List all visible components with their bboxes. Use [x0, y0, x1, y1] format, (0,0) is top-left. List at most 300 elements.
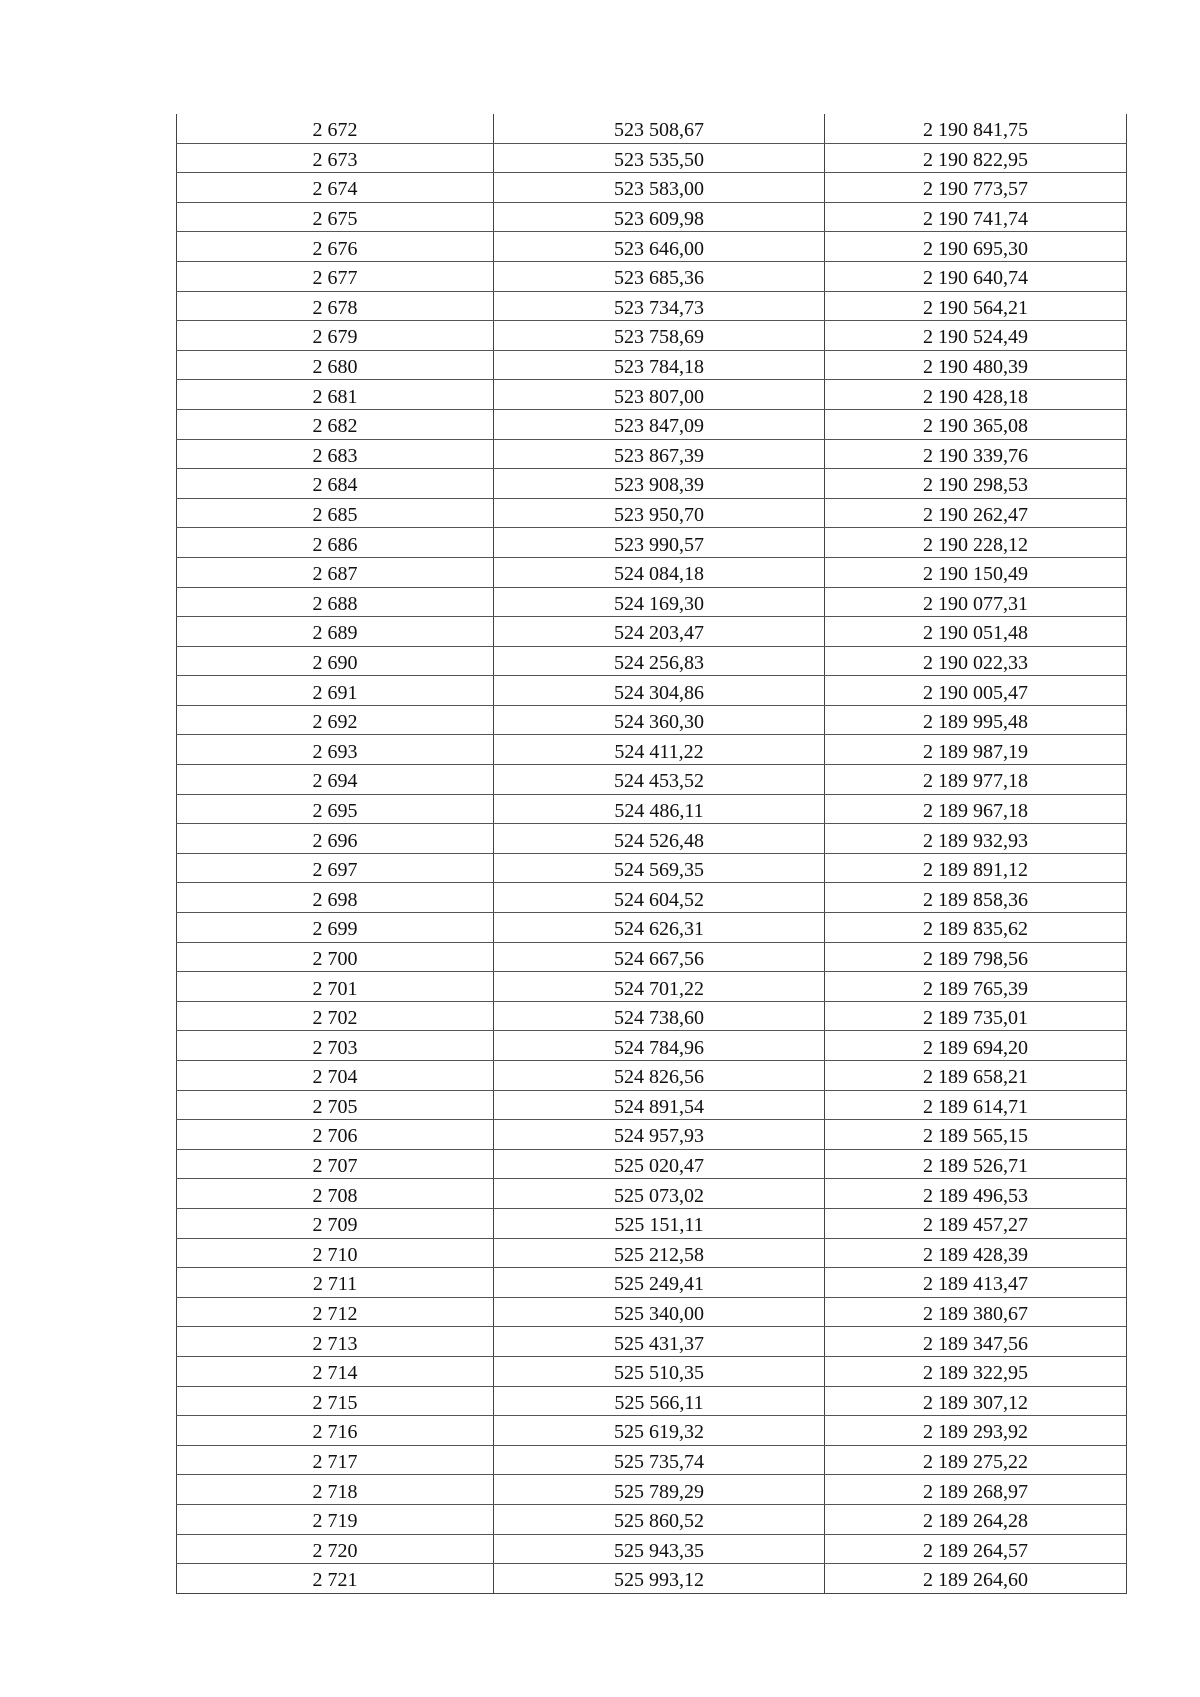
- x-coordinate-cell: [494, 1297, 825, 1327]
- cell-text: 2 701: [312, 977, 358, 1000]
- cell-text: 2 189 932,93: [923, 829, 1028, 852]
- table-row: [177, 321, 1127, 351]
- point-number-cell: [177, 1179, 494, 1209]
- x-coordinate-cell: [494, 1475, 825, 1505]
- cell-text: 2 705: [312, 1095, 358, 1118]
- coordinates-table: [176, 114, 1127, 1594]
- table-row: [177, 1504, 1127, 1534]
- x-coordinate-cell: [494, 291, 825, 321]
- y-coordinate-cell: [825, 143, 1127, 173]
- y-coordinate-cell: [825, 202, 1127, 232]
- cell-text: 2 190 428,18: [923, 385, 1028, 408]
- x-coordinate-cell: [494, 528, 825, 558]
- x-coordinate-cell: [494, 350, 825, 380]
- point-number-cell: [177, 498, 494, 528]
- table-row: [177, 1386, 1127, 1416]
- x-coordinate-cell: [494, 114, 825, 143]
- cell-text: 525 020,47: [614, 1155, 704, 1178]
- x-coordinate-cell: [494, 380, 825, 410]
- cell-text: 2 189 264,60: [923, 1569, 1028, 1592]
- cell-text: 2 189 967,18: [923, 799, 1028, 822]
- point-number-cell: [177, 853, 494, 883]
- point-number-cell: [177, 1534, 494, 1564]
- x-coordinate-cell: [494, 853, 825, 883]
- point-number-cell: [177, 1297, 494, 1327]
- table-row: [177, 1356, 1127, 1386]
- cell-text: 2 687: [312, 563, 358, 586]
- point-number-cell: [177, 794, 494, 824]
- cell-text: 2 720: [312, 1539, 358, 1562]
- cell-text: 524 701,22: [614, 977, 704, 1000]
- table-row: [177, 913, 1127, 943]
- y-coordinate-cell: [825, 676, 1127, 706]
- cell-text: 2 691: [312, 681, 358, 704]
- cell-text: 2 721: [312, 1569, 358, 1592]
- cell-text: 2 692: [312, 711, 358, 734]
- point-number-cell: [177, 1208, 494, 1238]
- y-coordinate-cell: [825, 765, 1127, 795]
- cell-text: 2 190 741,74: [923, 208, 1028, 231]
- point-number-cell: [177, 469, 494, 499]
- table-row: [177, 1268, 1127, 1298]
- y-coordinate-cell: [825, 617, 1127, 647]
- y-coordinate-cell: [825, 794, 1127, 824]
- table-row: [177, 1061, 1127, 1091]
- point-number-cell: [177, 261, 494, 291]
- x-coordinate-cell: [494, 705, 825, 735]
- x-coordinate-cell: [494, 1238, 825, 1268]
- cell-text: 2 190 841,75: [923, 119, 1028, 142]
- table-row: [177, 350, 1127, 380]
- cell-text: 2 719: [312, 1510, 358, 1533]
- cell-text: 2 715: [312, 1391, 358, 1414]
- cell-text: 2 706: [312, 1125, 358, 1148]
- cell-text: 525 340,00: [614, 1303, 704, 1326]
- x-coordinate-cell: [494, 1208, 825, 1238]
- cell-text: 2 190 005,47: [923, 681, 1028, 704]
- cell-text: 523 508,67: [614, 119, 704, 142]
- table-row: [177, 587, 1127, 617]
- cell-text: 525 073,02: [614, 1184, 704, 1207]
- cell-text: 2 686: [312, 533, 358, 556]
- cell-text: 525 789,29: [614, 1480, 704, 1503]
- cell-text: 2 674: [312, 178, 358, 201]
- point-number-cell: [177, 202, 494, 232]
- point-number-cell: [177, 114, 494, 143]
- table-row: [177, 114, 1127, 143]
- cell-text: 524 256,83: [614, 651, 704, 674]
- table-row: [177, 232, 1127, 262]
- cell-text: 2 190 262,47: [923, 504, 1028, 527]
- y-coordinate-cell: [825, 1208, 1127, 1238]
- x-coordinate-cell: [494, 587, 825, 617]
- cell-text: 2 673: [312, 148, 358, 171]
- cell-text: 525 566,11: [614, 1391, 704, 1414]
- point-number-cell: [177, 765, 494, 795]
- y-coordinate-cell: [825, 232, 1127, 262]
- cell-text: 525 431,37: [614, 1332, 704, 1355]
- table-row: [177, 380, 1127, 410]
- y-coordinate-cell: [825, 498, 1127, 528]
- cell-text: 2 693: [312, 740, 358, 763]
- table-row: [177, 1149, 1127, 1179]
- table-row: [177, 765, 1127, 795]
- point-number-cell: [177, 972, 494, 1002]
- cell-text: 523 950,70: [614, 504, 704, 527]
- x-coordinate-cell: [494, 469, 825, 499]
- cell-text: 523 646,00: [614, 237, 704, 260]
- y-coordinate-cell: [825, 646, 1127, 676]
- cell-text: 2 189 858,36: [923, 888, 1028, 911]
- cell-text: 2 190 524,49: [923, 326, 1028, 349]
- y-coordinate-cell: [825, 1445, 1127, 1475]
- cell-text: 523 807,00: [614, 385, 704, 408]
- cell-text: 524 604,52: [614, 888, 704, 911]
- x-coordinate-cell: [494, 735, 825, 765]
- y-coordinate-cell: [825, 972, 1127, 1002]
- y-coordinate-cell: [825, 1031, 1127, 1061]
- cell-text: 2 682: [312, 415, 358, 438]
- cell-text: 2 189 457,27: [923, 1214, 1028, 1237]
- cell-text: 2 713: [312, 1332, 358, 1355]
- point-number-cell: [177, 587, 494, 617]
- x-coordinate-cell: [494, 1416, 825, 1446]
- cell-text: 524 667,56: [614, 947, 704, 970]
- cell-text: 2 712: [312, 1303, 358, 1326]
- y-coordinate-cell: [825, 1090, 1127, 1120]
- x-coordinate-cell: [494, 439, 825, 469]
- cell-text: 523 908,39: [614, 474, 704, 497]
- y-coordinate-cell: [825, 469, 1127, 499]
- y-coordinate-cell: [825, 1149, 1127, 1179]
- x-coordinate-cell: [494, 557, 825, 587]
- x-coordinate-cell: [494, 1031, 825, 1061]
- point-number-cell: [177, 1386, 494, 1416]
- point-number-cell: [177, 291, 494, 321]
- point-number-cell: [177, 1475, 494, 1505]
- y-coordinate-cell: [825, 883, 1127, 913]
- x-coordinate-cell: [494, 1445, 825, 1475]
- y-coordinate-cell: [825, 114, 1127, 143]
- x-coordinate-cell: [494, 261, 825, 291]
- cell-text: 2 697: [312, 859, 358, 882]
- table-row: [177, 498, 1127, 528]
- cell-text: 2 703: [312, 1036, 358, 1059]
- point-number-cell: [177, 143, 494, 173]
- table-row: [177, 202, 1127, 232]
- table-row: [177, 1238, 1127, 1268]
- cell-text: 523 784,18: [614, 356, 704, 379]
- cell-text: 523 583,00: [614, 178, 704, 201]
- cell-text: 2 684: [312, 474, 358, 497]
- cell-text: 524 738,60: [614, 1007, 704, 1030]
- table-row: [177, 469, 1127, 499]
- y-coordinate-cell: [825, 557, 1127, 587]
- cell-text: 2 680: [312, 356, 358, 379]
- cell-text: 2 189 694,20: [923, 1036, 1028, 1059]
- x-coordinate-cell: [494, 1504, 825, 1534]
- table-row: [177, 1327, 1127, 1357]
- x-coordinate-cell: [494, 1149, 825, 1179]
- y-coordinate-cell: [825, 1356, 1127, 1386]
- cell-text: 2 189 526,71: [923, 1155, 1028, 1178]
- y-coordinate-cell: [825, 1238, 1127, 1268]
- point-number-cell: [177, 1120, 494, 1150]
- table-row: [177, 143, 1127, 173]
- cell-text: 524 360,30: [614, 711, 704, 734]
- cell-text: 524 203,47: [614, 622, 704, 645]
- cell-text: 2 694: [312, 770, 358, 793]
- y-coordinate-cell: [825, 321, 1127, 351]
- cell-text: 2 714: [312, 1362, 358, 1385]
- table-row: [177, 1297, 1127, 1327]
- cell-text: 523 609,98: [614, 208, 704, 231]
- point-number-cell: [177, 1504, 494, 1534]
- cell-text: 2 189 347,56: [923, 1332, 1028, 1355]
- cell-text: 2 716: [312, 1421, 358, 1444]
- cell-text: 2 679: [312, 326, 358, 349]
- cell-text: 2 190 150,49: [923, 563, 1028, 586]
- table-row: [177, 439, 1127, 469]
- y-coordinate-cell: [825, 173, 1127, 203]
- table-row: [177, 1416, 1127, 1446]
- table-row: [177, 261, 1127, 291]
- cell-text: 524 084,18: [614, 563, 704, 586]
- cell-text: 2 678: [312, 296, 358, 319]
- cell-text: 524 526,48: [614, 829, 704, 852]
- table-row: [177, 883, 1127, 913]
- point-number-cell: [177, 1445, 494, 1475]
- cell-text: 2 675: [312, 208, 358, 231]
- point-number-cell: [177, 1327, 494, 1357]
- cell-text: 2 695: [312, 799, 358, 822]
- cell-text: 525 860,52: [614, 1510, 704, 1533]
- point-number-cell: [177, 528, 494, 558]
- table-row: [177, 1564, 1127, 1594]
- y-coordinate-cell: [825, 409, 1127, 439]
- cell-text: 2 190 228,12: [923, 533, 1028, 556]
- cell-text: 523 847,09: [614, 415, 704, 438]
- y-coordinate-cell: [825, 1179, 1127, 1209]
- table-row: [177, 824, 1127, 854]
- cell-text: 2 189 891,12: [923, 859, 1028, 882]
- x-coordinate-cell: [494, 321, 825, 351]
- x-coordinate-cell: [494, 1061, 825, 1091]
- point-number-cell: [177, 617, 494, 647]
- x-coordinate-cell: [494, 1564, 825, 1594]
- x-coordinate-cell: [494, 202, 825, 232]
- point-number-cell: [177, 705, 494, 735]
- point-number-cell: [177, 350, 494, 380]
- cell-text: 524 486,11: [614, 799, 704, 822]
- x-coordinate-cell: [494, 1120, 825, 1150]
- cell-text: 2 707: [312, 1155, 358, 1178]
- x-coordinate-cell: [494, 173, 825, 203]
- cell-text: 524 304,86: [614, 681, 704, 704]
- cell-text: 2 189 798,56: [923, 947, 1028, 970]
- y-coordinate-cell: [825, 528, 1127, 558]
- cell-text: 2 189 264,28: [923, 1510, 1028, 1533]
- cell-text: 2 189 275,22: [923, 1451, 1028, 1474]
- point-number-cell: [177, 1061, 494, 1091]
- cell-text: 2 710: [312, 1243, 358, 1266]
- table-row: [177, 409, 1127, 439]
- point-number-cell: [177, 1268, 494, 1298]
- x-coordinate-cell: [494, 1386, 825, 1416]
- cell-text: 2 189 293,92: [923, 1421, 1028, 1444]
- table-row: [177, 1475, 1127, 1505]
- point-number-cell: [177, 942, 494, 972]
- x-coordinate-cell: [494, 972, 825, 1002]
- cell-text: 523 758,69: [614, 326, 704, 349]
- table-row: [177, 1001, 1127, 1031]
- point-number-cell: [177, 824, 494, 854]
- cell-text: 2 189 765,39: [923, 977, 1028, 1000]
- y-coordinate-cell: [825, 1475, 1127, 1505]
- point-number-cell: [177, 913, 494, 943]
- y-coordinate-cell: [825, 1327, 1127, 1357]
- y-coordinate-cell: [825, 1120, 1127, 1150]
- cell-text: 2 189 413,47: [923, 1273, 1028, 1296]
- cell-text: 524 891,54: [614, 1095, 704, 1118]
- x-coordinate-cell: [494, 824, 825, 854]
- cell-text: 524 626,31: [614, 918, 704, 941]
- y-coordinate-cell: [825, 942, 1127, 972]
- point-number-cell: [177, 1031, 494, 1061]
- cell-text: 523 734,73: [614, 296, 704, 319]
- y-coordinate-cell: [825, 1416, 1127, 1446]
- x-coordinate-cell: [494, 1534, 825, 1564]
- table-row: [177, 1445, 1127, 1475]
- point-number-cell: [177, 1564, 494, 1594]
- table-row: [177, 1179, 1127, 1209]
- point-number-cell: [177, 1416, 494, 1446]
- x-coordinate-cell: [494, 409, 825, 439]
- cell-text: 2 189 614,71: [923, 1095, 1028, 1118]
- x-coordinate-cell: [494, 913, 825, 943]
- point-number-cell: [177, 409, 494, 439]
- cell-text: 2 190 564,21: [923, 296, 1028, 319]
- x-coordinate-cell: [494, 1090, 825, 1120]
- table-row: [177, 794, 1127, 824]
- table-row: [177, 173, 1127, 203]
- cell-text: 2 690: [312, 651, 358, 674]
- y-coordinate-cell: [825, 1386, 1127, 1416]
- y-coordinate-cell: [825, 350, 1127, 380]
- point-number-cell: [177, 1149, 494, 1179]
- y-coordinate-cell: [825, 705, 1127, 735]
- table-row: [177, 1208, 1127, 1238]
- point-number-cell: [177, 1090, 494, 1120]
- cell-text: 2 190 339,76: [923, 444, 1028, 467]
- cell-text: 2 704: [312, 1066, 358, 1089]
- cell-text: 525 510,35: [614, 1362, 704, 1385]
- point-number-cell: [177, 557, 494, 587]
- point-number-cell: [177, 1238, 494, 1268]
- cell-text: 2 189 735,01: [923, 1007, 1028, 1030]
- table-row: [177, 291, 1127, 321]
- y-coordinate-cell: [825, 439, 1127, 469]
- cell-text: 525 212,58: [614, 1243, 704, 1266]
- cell-text: 524 784,96: [614, 1036, 704, 1059]
- table-row: [177, 528, 1127, 558]
- cell-text: 525 151,11: [614, 1214, 704, 1237]
- cell-text: 2 189 264,57: [923, 1539, 1028, 1562]
- point-number-cell: [177, 321, 494, 351]
- cell-text: 2 683: [312, 444, 358, 467]
- cell-text: 2 717: [312, 1451, 358, 1474]
- cell-text: 2 672: [312, 119, 358, 142]
- cell-text: 525 619,32: [614, 1421, 704, 1444]
- table-row: [177, 646, 1127, 676]
- x-coordinate-cell: [494, 232, 825, 262]
- point-number-cell: [177, 439, 494, 469]
- cell-text: 2 189 322,95: [923, 1362, 1028, 1385]
- cell-text: 524 826,56: [614, 1066, 704, 1089]
- table-row: [177, 735, 1127, 765]
- table-row: [177, 1090, 1127, 1120]
- cell-text: 2 189 380,67: [923, 1303, 1028, 1326]
- x-coordinate-cell: [494, 1356, 825, 1386]
- y-coordinate-cell: [825, 380, 1127, 410]
- cell-text: 2 190 822,95: [923, 148, 1028, 171]
- x-coordinate-cell: [494, 1179, 825, 1209]
- point-number-cell: [177, 735, 494, 765]
- cell-text: 2 190 480,39: [923, 356, 1028, 379]
- cell-text: 524 957,93: [614, 1125, 704, 1148]
- cell-text: 2 189 565,15: [923, 1125, 1028, 1148]
- cell-text: 2 190 773,57: [923, 178, 1028, 201]
- point-number-cell: [177, 676, 494, 706]
- cell-text: 2 681: [312, 385, 358, 408]
- cell-text: 523 990,57: [614, 533, 704, 556]
- cell-text: 2 189 658,21: [923, 1066, 1028, 1089]
- cell-text: 525 735,74: [614, 1451, 704, 1474]
- cell-text: 2 189 977,18: [923, 770, 1028, 793]
- y-coordinate-cell: [825, 913, 1127, 943]
- table-row: [177, 853, 1127, 883]
- x-coordinate-cell: [494, 617, 825, 647]
- cell-text: 2 190 022,33: [923, 651, 1028, 674]
- x-coordinate-cell: [494, 1001, 825, 1031]
- cell-text: 523 867,39: [614, 444, 704, 467]
- cell-text: 525 993,12: [614, 1569, 704, 1592]
- cell-text: 2 190 640,74: [923, 267, 1028, 290]
- cell-text: 2 190 077,31: [923, 592, 1028, 615]
- cell-text: 2 708: [312, 1184, 358, 1207]
- cell-text: 2 189 496,53: [923, 1184, 1028, 1207]
- cell-text: 2 711: [312, 1273, 358, 1296]
- y-coordinate-cell: [825, 291, 1127, 321]
- cell-text: 524 453,52: [614, 770, 704, 793]
- cell-text: 2 190 365,08: [923, 415, 1028, 438]
- table-row: [177, 676, 1127, 706]
- cell-text: 2 700: [312, 947, 358, 970]
- cell-text: 524 169,30: [614, 592, 704, 615]
- cell-text: 2 189 995,48: [923, 711, 1028, 734]
- cell-text: 523 535,50: [614, 148, 704, 171]
- point-number-cell: [177, 173, 494, 203]
- point-number-cell: [177, 232, 494, 262]
- x-coordinate-cell: [494, 794, 825, 824]
- coordinates-table-body: [177, 114, 1127, 1593]
- cell-text: 2 189 268,97: [923, 1480, 1028, 1503]
- cell-text: 2 718: [312, 1480, 358, 1503]
- y-coordinate-cell: [825, 1297, 1127, 1327]
- x-coordinate-cell: [494, 1268, 825, 1298]
- x-coordinate-cell: [494, 676, 825, 706]
- cell-text: 2 677: [312, 267, 358, 290]
